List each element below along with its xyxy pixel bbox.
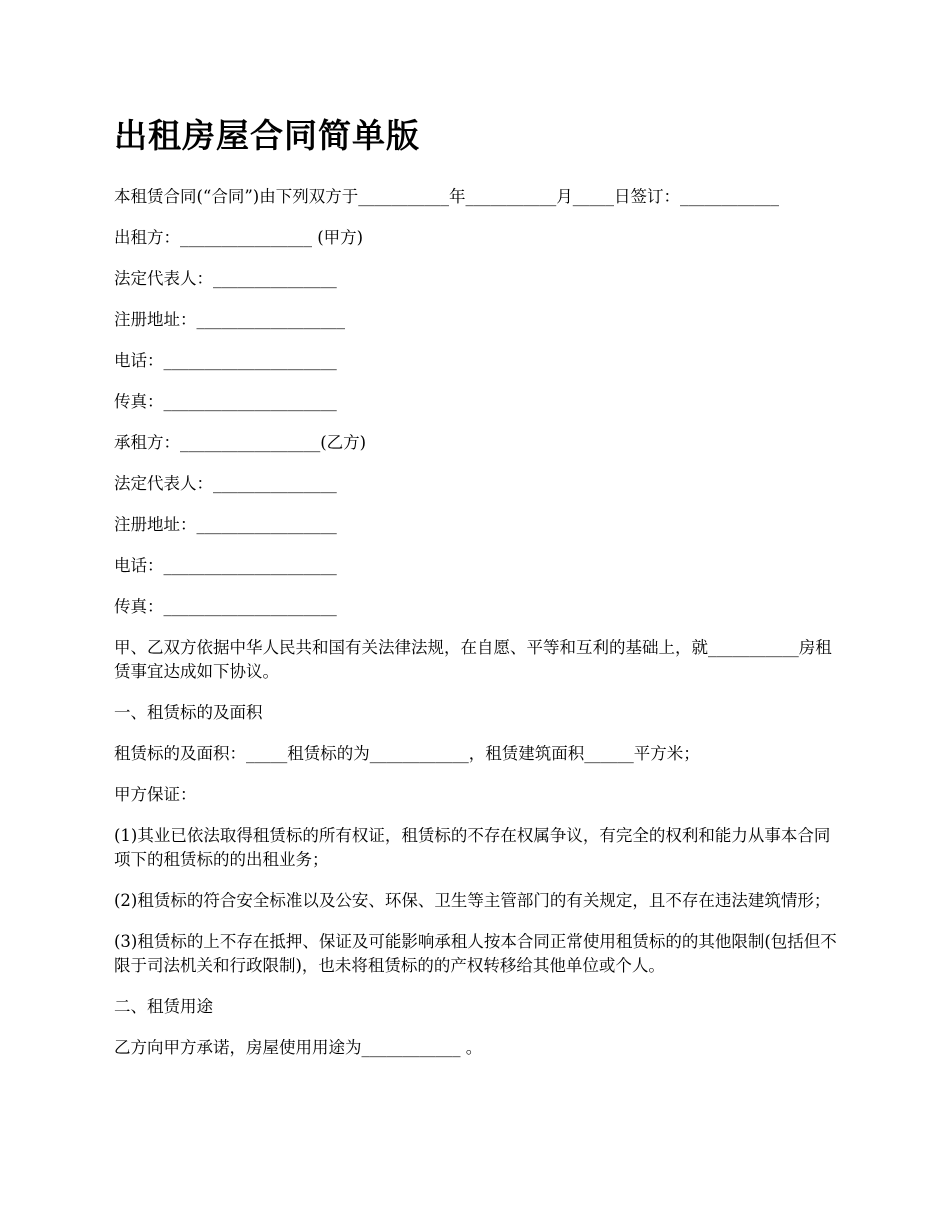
lessee-phone-line: 电话：_____________________	[114, 556, 337, 575]
lease-area-line: 租赁标的及面积：_____租赁标的为____________，租赁建筑面积______平方米；	[114, 744, 700, 763]
guarantee-item-2: (2)租赁标的符合安全标准以及公安、环保、卫生等主管部门的有关规定，且不存在违法建筑情形；	[114, 891, 831, 910]
lessor-fax-line: 传真：_____________________	[114, 392, 337, 411]
agreement-basis: 甲、乙双方依据中华人民共和国有关法律法规，在自愿、平等和互利的基础上，就___________房租赁事宜达成如下协议。	[114, 638, 832, 681]
usage-purpose-line: 乙方向甲方承诺，房屋使用用途为____________ 。	[114, 1038, 483, 1057]
document-page	[114, 110, 840, 1077]
lessor-address-line: 注册地址：__________________	[114, 310, 345, 329]
section-heading-1: 一、租赁标的及面积	[114, 703, 263, 722]
lessor-guarantee-heading: 甲方保证：	[114, 785, 197, 804]
lessee-name-line: 承租方：_________________(乙方)	[114, 433, 367, 452]
guarantee-item-1: (1)其业已依法取得租赁标的所有权证，租赁标的不存在权属争议，有完全的权利和能力从事本合同项下的租赁标的的出租业务；	[114, 826, 831, 869]
lessee-legal-rep-line: 法定代表人：_______________	[114, 474, 337, 493]
lessor-phone-line: 电话：_____________________	[114, 351, 337, 370]
section-heading-2: 二、租赁用途	[114, 997, 213, 1016]
guarantee-item-3: (3)租赁标的上不存在抵押、保证及可能影响承租人按本合同正常使用租赁标的的其他限制(包括但不限于司法机关和行政限制)，也未将租赁标的的产权转移给其他单位或个人。	[114, 932, 837, 975]
contract-intro: 本租赁合同(“合同”)由下列双方于___________年___________月_____日签订：____________	[114, 187, 779, 206]
lessor-name-line: 出租方：________________ (甲方)	[114, 228, 364, 247]
lessee-address-line: 注册地址：_________________	[114, 515, 337, 534]
lessor-legal-rep-line: 法定代表人：_______________	[114, 269, 337, 288]
lessee-fax-line: 传真：_____________________	[114, 597, 337, 616]
document-title: 出租房屋合同简单版	[114, 116, 420, 155]
